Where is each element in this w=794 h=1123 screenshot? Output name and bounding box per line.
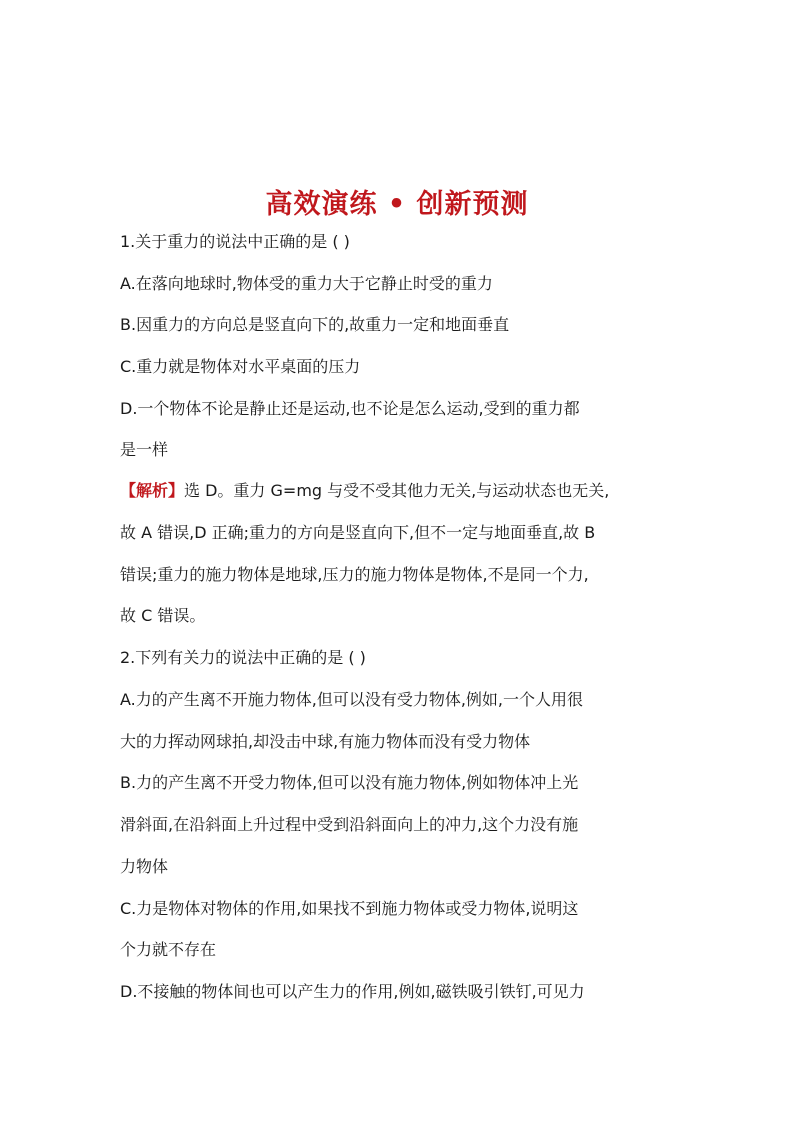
q2-option-b-line2: 滑斜面,在沿斜面上升过程中受到沿斜面向上的冲力,这个力没有施 — [120, 815, 579, 834]
q2-option-b-line1: B.力的产生离不开受力物体,但可以没有施力物体,例如物体冲上光 — [120, 773, 579, 792]
q1-analysis-line2: 故 A 错误,D 正确;重力的方向是竖直向下,但不一定与地面垂直,故 B — [120, 523, 596, 542]
q1-analysis-line1 — [120, 480, 680, 502]
q2-option-d-line1: D.不接触的物体间也可以产生力的作用,例如,磁铁吸引铁钉,可见力 — [120, 982, 585, 1001]
q1-stem: 1.关于重力的说法中正确的是 ( ) — [120, 232, 350, 251]
q1-option-a: A.在落向地球时,物体受的重力大于它静止时受的重力 — [120, 274, 493, 293]
analysis-tag: 【解析】 — [120, 481, 185, 500]
q2-option-b-line3: 力物体 — [120, 857, 169, 876]
q2-option-c-line2: 个力就不存在 — [120, 940, 217, 959]
page-title: 高效演练 • 创新预测 — [265, 189, 529, 220]
q1-analysis-line4: 故 C 错误。 — [120, 606, 206, 625]
q1-option-d-line2: 是一样 — [120, 440, 169, 459]
q2-option-a-line1: A.力的产生离不开施力物体,但可以没有受力物体,例如,一个人用很 — [120, 690, 584, 709]
q1-option-b: B.因重力的方向总是竖直向下的,故重力一定和地面垂直 — [120, 315, 510, 334]
q2-stem: 2.下列有关力的说法中正确的是 ( ) — [120, 648, 366, 667]
q2-option-a-line2: 大的力挥动网球拍,却没击中球,有施力物体而没有受力物体 — [120, 732, 531, 751]
q1-option-c: C.重力就是物体对水平桌面的压力 — [120, 357, 361, 376]
q1-analysis-line3: 错误;重力的施力物体是地球,压力的施力物体是物体,不是同一个力, — [120, 565, 589, 584]
q2-option-c-line1: C.力是物体对物体的作用,如果找不到施力物体或受力物体,说明这 — [120, 899, 579, 918]
q1-analysis-text1: 选 D。重力 G=mg 与受不受其他力无关,与运动状态也无关, — [184, 481, 610, 500]
q1-option-d-line1: D.一个物体不论是静止还是运动,也不论是怎么运动,受到的重力都 — [120, 399, 580, 418]
